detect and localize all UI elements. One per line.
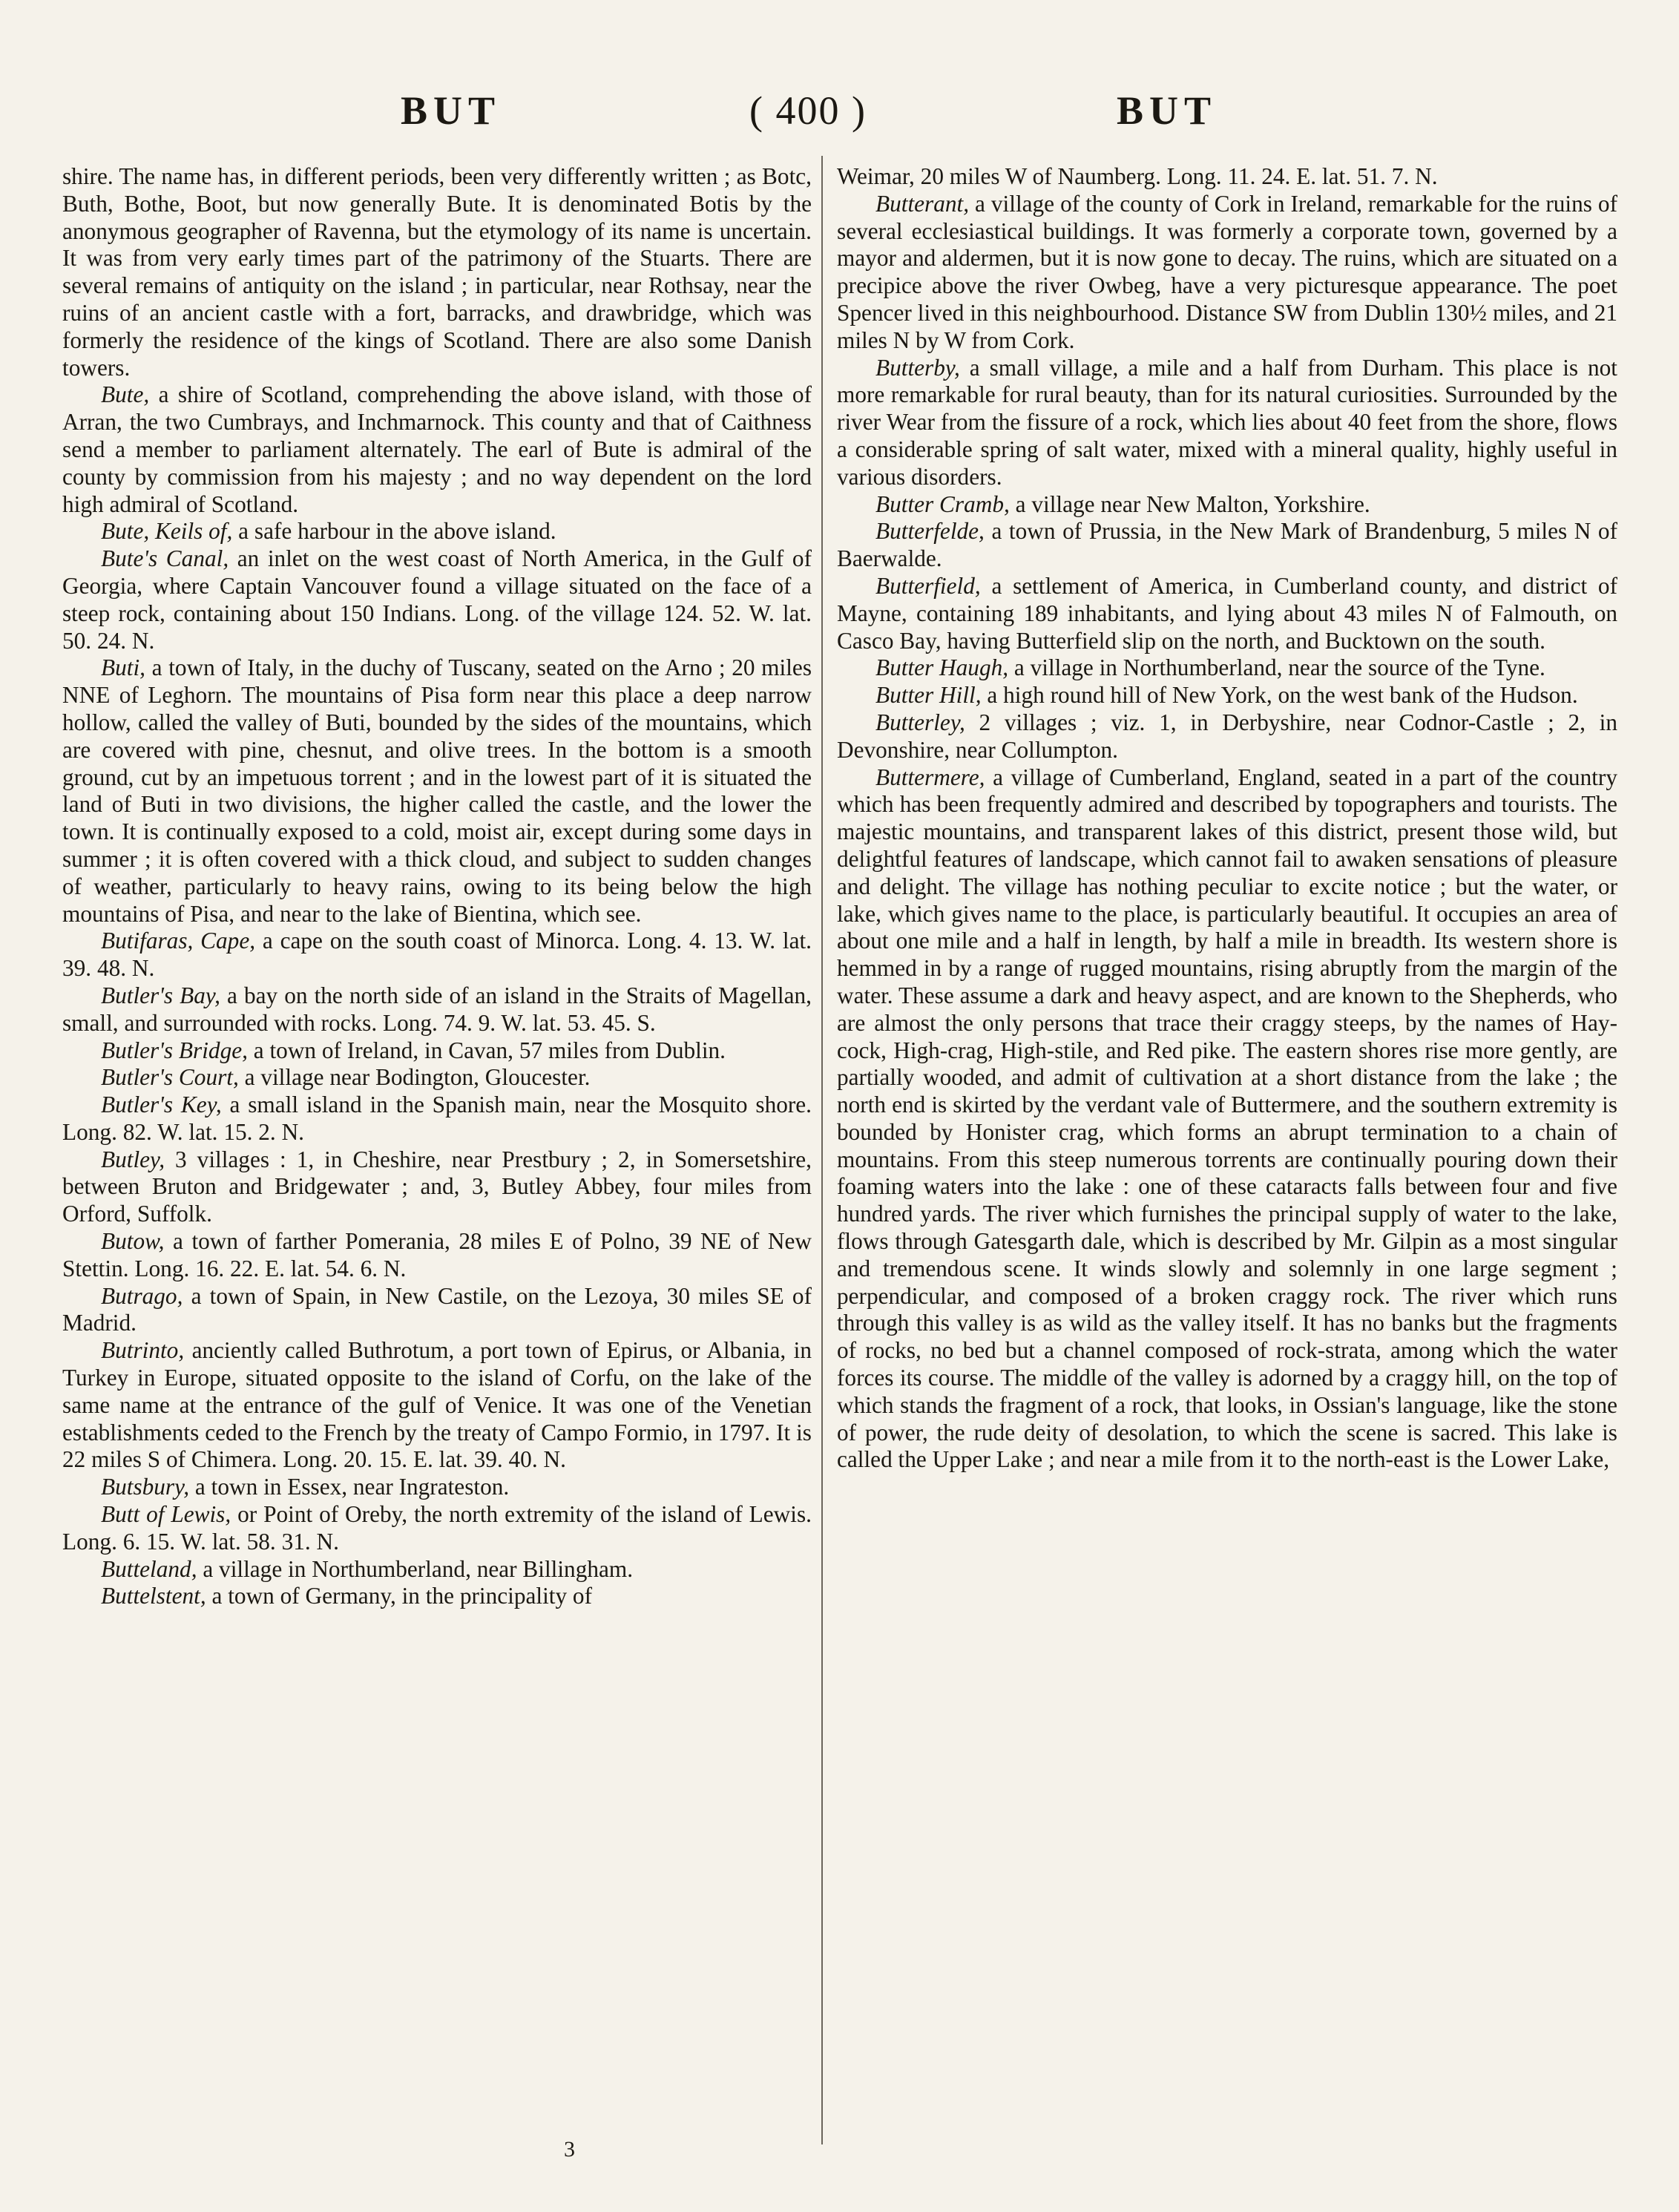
- entry-headword: Buttelstent,: [101, 1583, 206, 1609]
- entry-headword: Butow,: [101, 1228, 165, 1255]
- entry-text: 2 villages ; viz. 1, in Derbyshire, near Codnor-Castle ; 2, in Devonshire, near Collumpton.: [837, 709, 1617, 763]
- entry-text: an inlet on the west coast of North America, in the Gulf of Georgia, where Captain Vancouver found a village situated on the face of a steep rock, containing about 150 Indians. Long. of the village 124. 52. W. lat. 50. 24. N.: [62, 545, 812, 654]
- gazetteer-entry: [837, 491, 1617, 519]
- gazetteer-entry: [837, 573, 1617, 654]
- gazetteer-entry: [837, 191, 1617, 355]
- entry-text: a town of Ireland, in Cavan, 57 miles from Dublin.: [247, 1037, 726, 1063]
- gazetteer-entry: [837, 355, 1617, 491]
- column-divider: [821, 156, 823, 2144]
- entry-text: a village near New Malton, Yorkshire.: [1009, 490, 1370, 517]
- entry-headword: Butifaras, Cape,: [101, 928, 256, 954]
- entry-text: a town of Spain, in New Castile, on the Lezoya, 30 miles SE of Madrid.: [62, 1282, 812, 1336]
- gazetteer-entry: [62, 1337, 812, 1474]
- gazetteer-entry: [62, 163, 812, 381]
- gazetteer-entry: [62, 1228, 812, 1283]
- entry-headword: Butter Hill,: [875, 682, 982, 709]
- entry-headword: Butterfelde,: [875, 518, 985, 545]
- gazetteer-entry: [62, 1037, 812, 1065]
- gazetteer-entry: [62, 518, 812, 545]
- entry-headword: Butley,: [101, 1146, 165, 1172]
- entry-text: a town in Essex, near Ingrateston.: [189, 1474, 510, 1500]
- entry-headword: Bute, Keils of,: [101, 518, 233, 545]
- entry-headword: Bute's Canal,: [101, 545, 229, 572]
- gazetteer-entry: [837, 709, 1617, 764]
- entry-text: 3 villages : 1, in Cheshire, near Prestbury ; 2, in Somersetshire, between Bruton and Bridgewater ; and, 3, Butley Abbey, four miles from Orford, Suffolk.: [62, 1146, 812, 1227]
- entry-headword: Bute,: [101, 381, 150, 408]
- gazetteer-entry: [62, 545, 812, 654]
- entry-text: a small village, a mile and a half from Durham. This place is not more remarkable for rural beauty, than for its natural curiosities. Surrounded by the river Wear from the fissure of a rock, which lies about 40 feet from the shore, flows a considerable spring of salt water, mixed with a mineral quality, highly useful in various disorders.: [837, 354, 1617, 490]
- entry-headword: Butler's Court,: [101, 1064, 239, 1091]
- entry-text: shire. The name has, in different periods, been very differently written ; as Botc, Buth, Bothe, Boot, but now generally Bute. It is denominated Botis by the anonymous geographer of Ravenna, but the etymology of its name is uncertain. It was from very early times part of the patrimony of the Stuarts. There are several remains of antiquity on the island ; in particular, near Rothsay, near the ruins of an ancient castle with a fort, barracks, and drawbridge, which was formerly the residence of the kings of Scotland. There are also some Danish towers.: [62, 163, 812, 381]
- gazetteer-entry: [837, 682, 1617, 709]
- entry-text: anciently called Buthrotum, a port town of Epirus, or Albania, in Turkey in Europe, situated opposite to the island of Corfu, on the lake of the same name at the entrance of the gulf of Venice. It was one of the Venetian establishments ceded to the French by the treaty of Campo Formio, in 1797. It is 22 miles S of Chimera. Long. 20. 15. E. lat. 39. 40. N.: [62, 1337, 812, 1473]
- header-left-word: BUT: [401, 88, 502, 133]
- entry-text: a village of the county of Cork in Ireland, remarkable for the ruins of several ecclesiastical buildings. It was formerly a corporate town, governed by a mayor and aldermen, but it is now gone to decay. The ruins, which are situated on a precipice above the river Owbeg, have a very picturesque appearance. The poet Spencer lived in this neighbourhood. Distance SW from Dublin 130½ miles, and 21 miles N by W from Cork.: [837, 190, 1617, 353]
- entry-headword: Butter Haugh,: [875, 654, 1009, 681]
- entry-headword: Butt of Lewis,: [101, 1501, 231, 1528]
- entry-text: a high round hill of New York, on the west bank of the Hudson.: [981, 682, 1578, 709]
- entry-text: a settlement of America, in Cumberland county, and district of Mayne, containing 189 inhabitants, and lying about 43 miles N of Falmouth, on Casco Bay, having Butterfield slip on the north, and Bucktown on the south.: [837, 572, 1617, 654]
- gazetteer-entry: [62, 381, 812, 518]
- left-column: [62, 163, 812, 2152]
- entry-headword: Butteland,: [101, 1555, 197, 1582]
- entry-text: or Point of Oreby, the north extremity of the island of Lewis. Long. 6. 15. W. lat. 58. 31. N.: [62, 1501, 812, 1555]
- gazetteer-entry: [62, 1146, 812, 1228]
- entry-headword: Butler's Bay,: [101, 982, 220, 1008]
- entry-headword: Butterant,: [875, 190, 970, 217]
- gazetteer-entry: [62, 1556, 812, 1583]
- entry-headword: Butter Cramb,: [875, 490, 1010, 517]
- entry-text: a town of Germany, in the principality of: [206, 1583, 592, 1609]
- gazetteer-entry: [837, 518, 1617, 573]
- gazetteer-entry: [837, 764, 1617, 1474]
- gazetteer-entry: [62, 654, 812, 928]
- entry-text: a village near Bodington, Gloucester.: [238, 1064, 591, 1091]
- entry-text: a town of farther Pomerania, 28 miles E of Polno, 39 NE of New Stettin. Long. 16. 22. E. lat. 54. 6. N.: [62, 1228, 812, 1281]
- gazetteer-entry: [62, 1583, 812, 1610]
- gazetteer-entry: [62, 928, 812, 982]
- entry-headword: Butrinto,: [101, 1337, 185, 1364]
- entry-headword: Buti,: [101, 654, 145, 681]
- entry-text: a safe harbour in the above island.: [232, 518, 556, 545]
- entry-headword: Butterfield,: [875, 572, 981, 599]
- page-number: ( 400 ): [749, 88, 867, 133]
- gazetteer-entry: [62, 1092, 812, 1146]
- gazetteer-entry: [62, 1474, 812, 1501]
- entry-text: a town of Prussia, in the New Mark of Brandenburg, 5 miles N of Baerwalde.: [837, 518, 1617, 572]
- entry-text: a village of Cumberland, England, seated in a part of the country which has been frequently admired and described by topographers and tourists. The majestic mountains, and transparent lakes of this district, present those wild, but delightful features of landscape, which cannot fail to awaken sensations of pleasure and delight. The village has nothing peculiar to excite notice ; but the water, or lake, which gives name to the place, is particularly beautiful. It occupies an area of about one mile and a half in length, by half a mile in breadth. Its western shore is hemmed in by a range of rugged mountains, rising abruptly from the margin of the water. These assume a dark and heavy aspect, and are known to the Shepherds, who are almost the only persons that trace their craggy steeps, by the names of Hay-cock, High-crag, High-stile, and Red pike. The eastern shores rise more gently, are partially wooded, and admit of cultivation at a short distance from the lake ; the north end is skirted by the verdant vale of Buttermere, and the southern extremity is bounded by Honister crag, which forms an abrupt termination to a chain of mountains. From this steep numerous torrents are continually pouring down their foaming waters into the lake : one of these cataracts falls between four and five hundred yards. The river which furnishes the principal supply of water to the lake, flows through Gatesgarth dale, which is described by Mr. Gilpin as a most singular and tremendous scene. It winds slowly and solemnly in one large segment ; perpendicular, and composed of a broken craggy rock. The river which runs through this valley is as wild as the valley itself. It has no banks but the fragments of rocks, no bed but a channel composed of rock-strata, among which the water forces its course. The middle of the valley is adorned by a craggy hill, on the top of which stands the fragment of a rock, that looks, in Ossian's language, like the stone of power, the rude deity of desolation, to which the scene is sacred. This lake is called the Upper Lake ; and near a mile from it to the north-east is the Lower Lake,: [837, 764, 1617, 1473]
- entry-headword: Butterley,: [875, 709, 965, 735]
- gazetteer-entry: [62, 1283, 812, 1338]
- entry-headword: Butrago,: [101, 1282, 183, 1309]
- entry-headword: Butler's Bridge,: [101, 1037, 248, 1063]
- entry-headword: Butsbury,: [101, 1474, 190, 1500]
- entry-text: a shire of Scotland, comprehending the above island, with those of Arran, the two Cumbrays, and Inchmarnock. This county and that of Caithness send a member to parliament alternately. The earl of Bute is admiral of the county by commission from his majesty ; and no way dependent on the lord high admiral of Scotland.: [62, 381, 812, 517]
- entry-headword: Butterby,: [875, 354, 960, 381]
- entry-text: a town of Italy, in the duchy of Tuscany, seated on the Arno ; 20 miles NNE of Leghorn. The mountains of Pisa form near this place a deep narrow hollow, called the valley of Buti, bounded by the sides of the mountains, which are covered with pine, chesnut, and olive trees. In the bottom is a smooth ground, cut by an impetuous torrent ; and in the lowest part of it is situated the land of Buti in two divisions, the higher called the castle, and the lower the town. It is continually exposed to a cold, moist air, except during some days in summer ; it is often covered with a thick cloud, and subject to sudden changes of weather, particularly to heavy rains, owing to its being below the high mountains of Pisa, and near to the lake of Bientina, which see.: [62, 654, 812, 927]
- gazetteer-entry: [837, 163, 1617, 191]
- entry-text: a bay on the north side of an island in the Straits of Magellan, small, and surrounded with rocks. Long. 74. 9. W. lat. 53. 45. S.: [62, 982, 812, 1036]
- entry-text: a small island in the Spanish main, near the Mosquito shore. Long. 82. W. lat. 15. 2. N.: [62, 1092, 812, 1145]
- gazetteer-entry: [62, 1501, 812, 1556]
- gazetteer-entry: [62, 982, 812, 1037]
- running-header: [0, 88, 1679, 140]
- entry-text: Weimar, 20 miles W of Naumberg. Long. 11. 24. E. lat. 51. 7. N.: [837, 163, 1438, 189]
- entry-text: a village in Northumberland, near Billingham.: [197, 1555, 634, 1582]
- entry-headword: Buttermere,: [875, 764, 985, 790]
- entry-headword: Butler's Key,: [101, 1092, 222, 1118]
- gazetteer-entry: [837, 654, 1617, 682]
- signature-mark: 3: [564, 2137, 575, 2162]
- gazetteer-entry: [62, 1064, 812, 1092]
- entry-text: a village in Northumberland, near the source of the Tyne.: [1008, 654, 1545, 681]
- header-right-word: BUT: [1117, 88, 1218, 133]
- entry-text: a cape on the south coast of Minorca. Long. 4. 13. W. lat. 39. 48. N.: [62, 928, 812, 982]
- right-column: [837, 163, 1617, 2152]
